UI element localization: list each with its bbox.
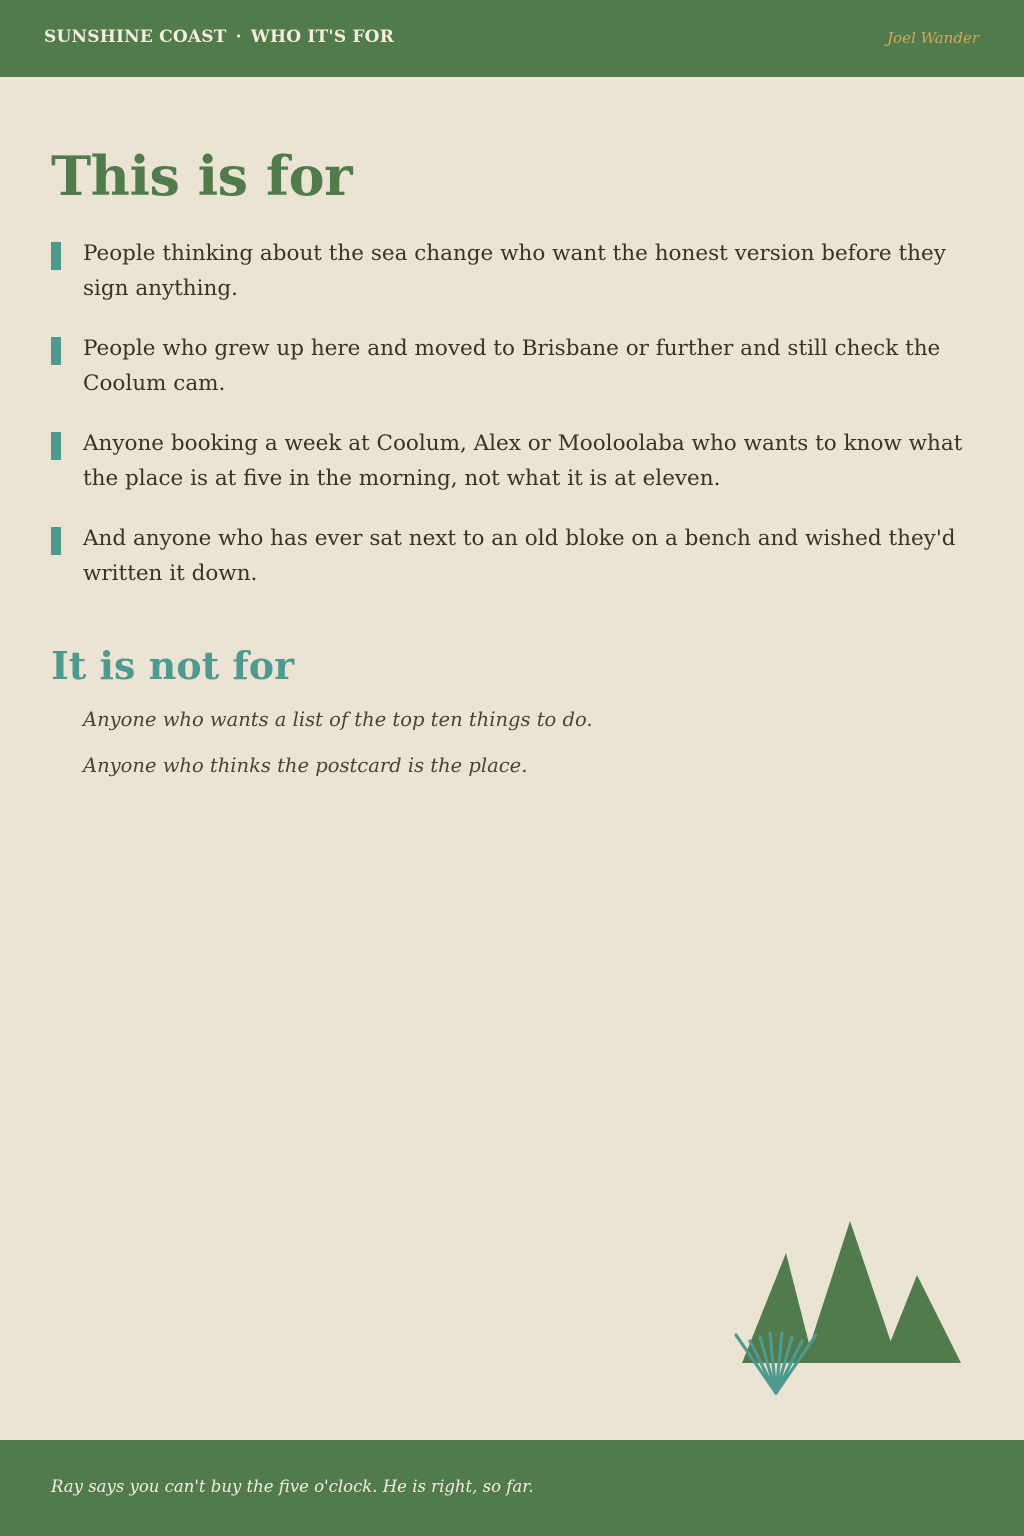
list-item [51,236,971,306]
section-heading-not-for: It is not for [51,643,295,688]
breadcrumb-separator: · [235,27,242,47]
breadcrumb-section[interactable]: SUNSHINE COAST [44,27,227,47]
exclusion-item: Anyone who thinks the postcard is the place. [83,754,528,777]
mountains-and-sunrise-icon [728,1215,968,1409]
exclusion-item: Anyone who wants a list of the top ten things to do. [83,708,593,731]
list-item-text: And anyone who has ever sat next to an old bloke on a bench and wished they'd written it down. [83,526,956,586]
bullet-bar [51,337,61,365]
list-item [51,331,971,401]
list-item [51,521,971,591]
author-name[interactable]: Joel Wander [887,29,979,47]
bullet-bar [51,242,61,270]
bullet-bar [51,527,61,555]
exclusion-list [83,702,593,794]
audience-list [51,236,971,616]
top-bar [0,0,1024,77]
page-title: This is for [51,144,353,208]
list-item-text: People who grew up here and moved to Brisbane or further and still check the Coolum cam. [83,336,941,396]
list-item [51,426,971,496]
footer [0,1440,1024,1536]
breadcrumb-page: WHO IT'S FOR [250,27,395,47]
list-item-text: Anyone booking a week at Coolum, Alex or Mooloolaba who wants to know what the place is at five in the morning, not what it is at eleven. [83,431,963,491]
bullet-bar [51,432,61,460]
list-item-text: People thinking about the sea change who want the honest version before they sign anything. [83,241,946,301]
footer-quote: Ray says you can't buy the five o'clock. He is right, so far. [51,1477,534,1496]
breadcrumb [44,27,394,47]
